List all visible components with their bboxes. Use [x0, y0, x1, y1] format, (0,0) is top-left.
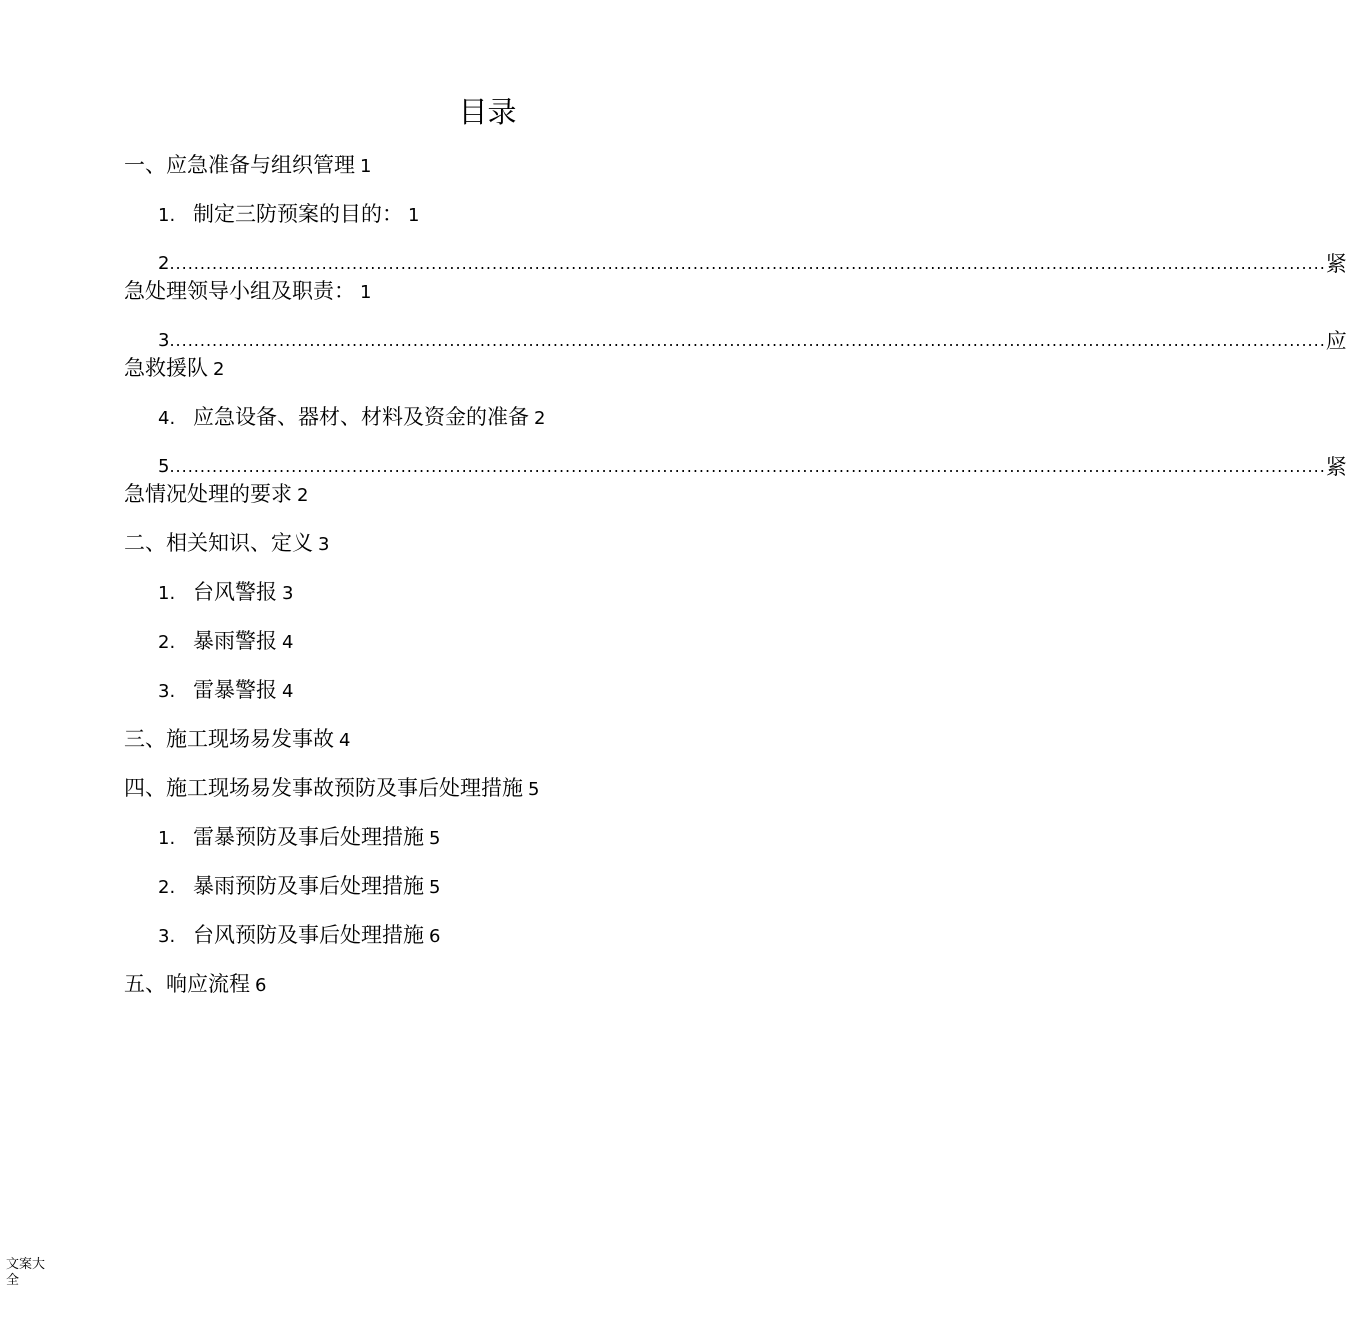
toc-entry[interactable]	[158, 872, 440, 902]
toc-entry-number: 3.	[158, 926, 176, 947]
toc-entry-number: 2.	[158, 877, 176, 898]
toc-entry-text: 暴雨警报	[193, 629, 277, 653]
toc-entry-text: 应急设备、器材、材料及资金的准备	[193, 405, 529, 429]
toc-entry-text: 一、应急准备与组织管理	[124, 153, 355, 177]
toc-entry[interactable]	[158, 823, 440, 853]
toc-entry-number: 3	[158, 330, 170, 351]
toc-page-number: 5	[429, 828, 441, 849]
toc-page-number: 4	[339, 730, 351, 751]
toc-page-number: 6	[429, 926, 441, 947]
toc-entry[interactable]	[158, 578, 293, 608]
toc-entry-text: 急救援队	[124, 356, 208, 380]
toc-page-number: 3	[318, 534, 330, 555]
toc-entry[interactable]	[124, 725, 350, 755]
toc-entry[interactable]	[158, 627, 293, 657]
toc-page-number: 2	[297, 485, 309, 506]
toc-entry-text: 紧	[1325, 252, 1347, 276]
page-footer: 文案大全	[6, 1257, 46, 1288]
page-title: 目录	[458, 95, 517, 129]
dot-leader: ..............................................................................................................................................................................................	[169, 457, 1326, 476]
toc-entry-text: 二、相关知识、定义	[124, 531, 313, 555]
toc-entry-text: 急处理领导小组及职责：	[124, 279, 355, 303]
dot-leader: ..............................................................................................................................................................................................	[169, 331, 1326, 350]
toc-entry-text: 台风警报	[193, 580, 277, 604]
toc-entry[interactable]	[158, 200, 419, 230]
toc-page-number: 1	[360, 282, 372, 303]
toc-entry-number: 1.	[158, 205, 176, 226]
toc-page-number: 2	[534, 408, 546, 429]
toc-page-number: 1	[408, 205, 420, 226]
toc-entry-text: 雷暴预防及事后处理措施	[193, 825, 424, 849]
dot-leader: ..............................................................................................................................................................................................	[169, 254, 1326, 273]
toc-entry[interactable]	[124, 970, 266, 1000]
toc-page-number: 3	[282, 583, 294, 604]
toc-entry-number: 1.	[158, 828, 176, 849]
toc-entry-number: 5	[158, 456, 170, 477]
toc-entry[interactable]	[124, 151, 371, 181]
toc-page-number: 6	[255, 975, 267, 996]
toc-entry-text: 三、施工现场易发事故	[124, 727, 334, 751]
toc-page-number: 4	[282, 681, 294, 702]
toc-page-number: 2	[213, 359, 225, 380]
toc-entry-number: 2.	[158, 632, 176, 653]
toc-page-number: 5	[528, 779, 540, 800]
toc-entry-number: 2	[158, 253, 170, 274]
toc-entry-text: 紧	[1325, 455, 1347, 479]
toc-entry[interactable]	[158, 403, 545, 433]
toc-entry-text: 制定三防预案的目的：	[193, 202, 403, 226]
toc-entry-text: 四、施工现场易发事故预防及事后处理措施	[124, 776, 523, 800]
toc-page-number: 5	[429, 877, 441, 898]
toc-entry-number: 3.	[158, 681, 176, 702]
toc-entry-text: 应	[1325, 329, 1347, 353]
toc-entry-text: 雷暴警报	[193, 678, 277, 702]
toc-entry[interactable]	[124, 774, 539, 804]
toc-entry-text: 台风预防及事后处理措施	[193, 923, 424, 947]
toc-entry-text: 急情况处理的要求	[124, 482, 292, 506]
toc-entry-number: 4.	[158, 408, 176, 429]
toc-entry-text: 五、响应流程	[124, 972, 250, 996]
toc-entry[interactable]	[158, 676, 293, 706]
toc-entry[interactable]	[124, 529, 329, 559]
toc-page-number: 4	[282, 632, 294, 653]
toc-entry-text: 暴雨预防及事后处理措施	[193, 874, 424, 898]
toc-entry[interactable]	[158, 921, 440, 951]
toc-entry-number: 1.	[158, 583, 176, 604]
toc-page-number: 1	[360, 156, 372, 177]
